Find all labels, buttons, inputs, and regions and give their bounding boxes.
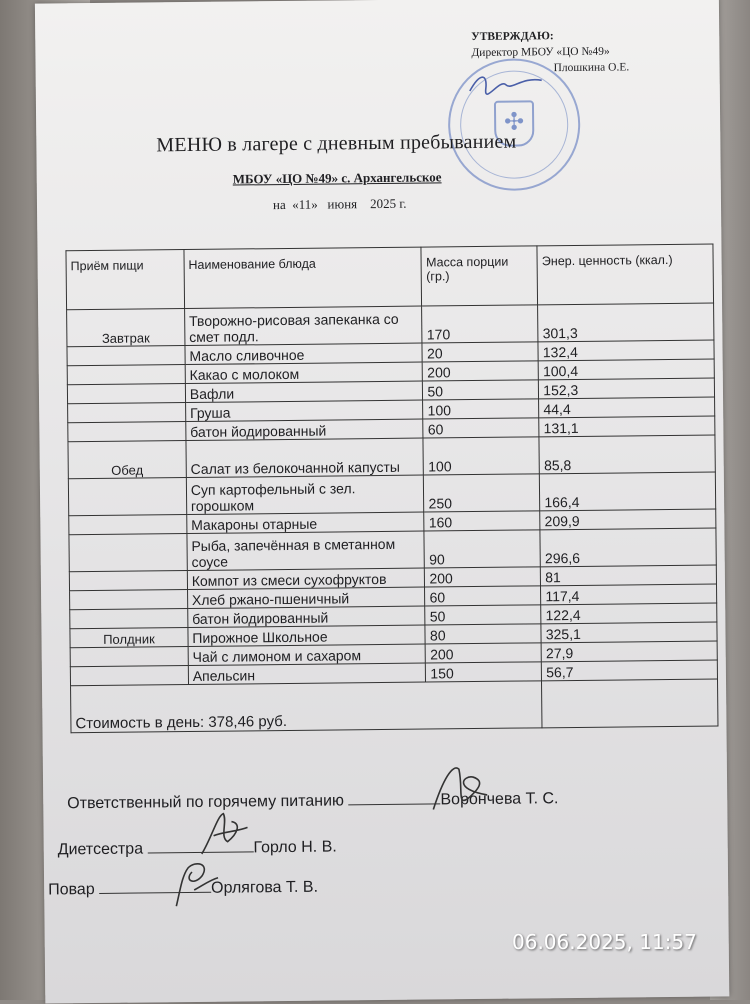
meal-cell: Полдник — [70, 628, 188, 648]
dish-cell: Хлеб ржано-пшеничный — [187, 587, 425, 608]
menu-document — [35, 0, 729, 1004]
energy-cell: 296,6 — [540, 528, 716, 567]
energy-cell: 27,9 — [541, 641, 717, 662]
director-signature — [466, 68, 546, 99]
dish-cell: Салат из белокочанной капусты — [186, 438, 424, 477]
energy-cell: 85,8 — [539, 435, 715, 474]
energy-cell: 152,3 — [539, 378, 715, 399]
menu-table — [65, 244, 718, 734]
dish-cell: Масло сливочное — [185, 343, 423, 364]
meal-cell — [70, 647, 188, 667]
table-header-row — [66, 244, 714, 310]
cook-signature — [162, 850, 223, 911]
meal-cell: Обед — [68, 441, 186, 479]
page-title: МЕНЮ в лагере с дневным пребыванием — [156, 130, 517, 157]
mass-cell: 200 — [426, 643, 542, 663]
hot-food-signature — [423, 759, 494, 816]
cook-name: Орлягова Т. В. — [211, 878, 319, 897]
meal-cell: Завтрак — [67, 309, 185, 347]
dish-cell: Вафли — [185, 381, 423, 402]
header-mass: Масса порции (гр.) — [421, 246, 537, 306]
mass-cell: 150 — [426, 662, 542, 682]
dish-cell: Суп картофельный с зел. горошком — [186, 475, 424, 514]
meal-cell — [70, 590, 188, 610]
dish-cell: Творожно-рисовая запеканка со смет подл. — [184, 306, 422, 345]
mass-cell: 50 — [425, 605, 541, 625]
dietitian-label: Диетсестра — [57, 840, 144, 859]
energy-cell: 117,4 — [541, 584, 717, 605]
energy-cell: 100,4 — [538, 359, 714, 380]
dish-cell: батон йодированный — [188, 606, 426, 627]
header-dish: Наименование блюда — [184, 247, 422, 308]
meal-cell — [67, 384, 185, 404]
energy-cell: 44,4 — [539, 397, 715, 418]
meal-cell — [68, 422, 186, 442]
meal-cell — [70, 666, 188, 686]
cook-label: Повар — [48, 881, 95, 899]
cost-empty-cell — [542, 679, 718, 728]
meal-cell — [69, 571, 187, 591]
energy-cell: 131,1 — [539, 416, 715, 437]
meal-cell — [69, 534, 187, 572]
dish-cell: Макароны отарные — [187, 512, 425, 533]
energy-cell: 122,4 — [541, 603, 717, 624]
dish-cell: Апельсин — [188, 663, 426, 684]
menu-date: на «11» июня 2025 г. — [272, 195, 407, 213]
meal-cell — [70, 609, 188, 629]
mass-cell: 100 — [423, 437, 539, 475]
approval-director-name: Плошкина О.Е. — [553, 61, 630, 75]
meal-cell — [68, 403, 186, 423]
header-meal: Приём пищи — [66, 250, 184, 310]
stamp-emblem-icon: ✣ — [494, 100, 534, 146]
mass-cell: 100 — [423, 399, 539, 419]
approval-heading: УТВЕРЖДАЮ: — [471, 30, 554, 44]
energy-cell: 209,9 — [540, 509, 716, 530]
hot-food-label: Ответственный по горячему питанию — [67, 792, 345, 813]
dish-cell: батон йодированный — [186, 419, 424, 440]
header-energy: Энер. ценность (ккал.) — [537, 244, 713, 305]
meal-cell — [68, 478, 186, 516]
mass-cell: 170 — [422, 305, 538, 343]
daily-cost: Стоимость в день: 378,46 руб. — [71, 681, 543, 733]
approval-position: Директор МБОУ «ЦО №49» — [471, 45, 610, 60]
cost-row — [71, 679, 718, 733]
energy-cell: 56,7 — [542, 660, 718, 681]
mass-cell: 200 — [425, 567, 541, 587]
mass-cell: 250 — [424, 474, 540, 512]
mass-cell: 50 — [423, 380, 539, 400]
energy-cell: 81 — [541, 565, 717, 586]
mass-cell: 80 — [425, 624, 541, 644]
dish-cell: Груша — [185, 400, 423, 421]
dish-cell: Чай с лимоном и сахаром — [188, 644, 426, 665]
energy-cell: 166,4 — [540, 472, 716, 511]
dish-cell: Какао с молоком — [185, 362, 423, 383]
energy-cell: 132,4 — [538, 340, 714, 361]
mass-cell: 160 — [424, 511, 540, 531]
dietitian-name: Горло Н. В. — [253, 838, 337, 857]
mass-cell: 60 — [425, 586, 541, 606]
mass-cell: 60 — [423, 418, 539, 438]
mass-cell: 20 — [422, 342, 538, 362]
meal-cell — [67, 365, 185, 385]
hot-food-name: Ворончева Т. С. — [440, 790, 559, 809]
dish-cell: Рыба, запечённая в сметанном соусе — [187, 531, 425, 570]
dish-cell: Пирожное Школьное — [188, 625, 426, 646]
school-name: МБОУ «ЦО №49» с. Архангельское — [232, 169, 442, 187]
photo-timestamp: 06.06.2025, 11:57 — [512, 930, 697, 954]
mass-cell: 90 — [424, 530, 540, 568]
energy-cell: 301,3 — [538, 303, 714, 342]
dish-cell: Компот из смеси сухофруктов — [187, 568, 425, 589]
energy-cell: 325,1 — [541, 622, 717, 643]
meal-cell — [69, 515, 187, 535]
mass-cell: 200 — [423, 361, 539, 381]
meal-cell — [67, 346, 185, 366]
